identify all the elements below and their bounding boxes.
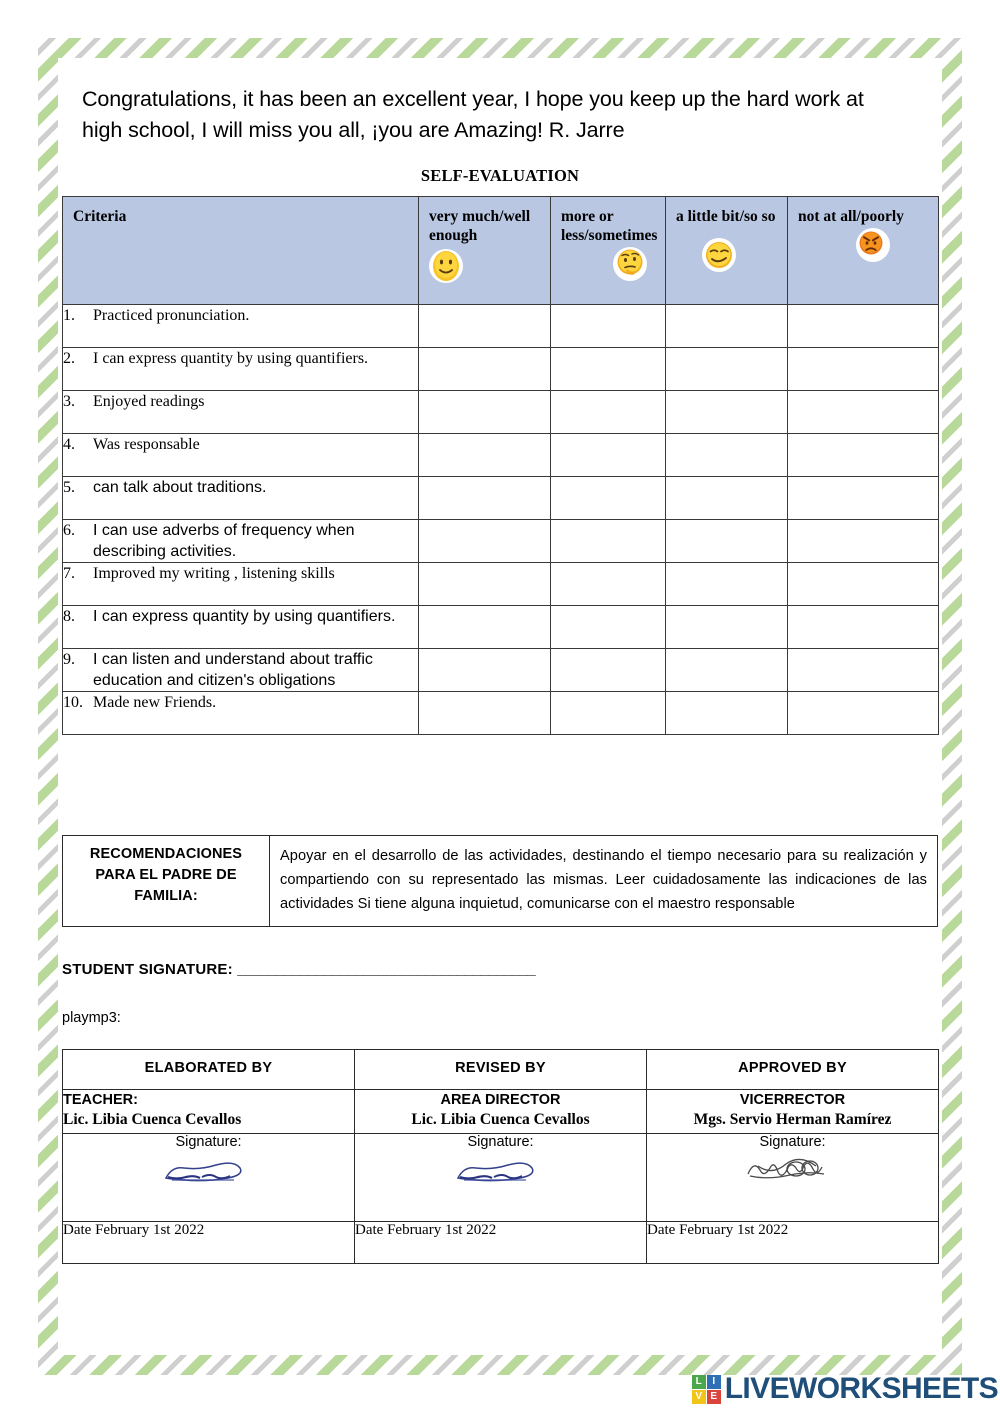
badge-letter-e: E (707, 1390, 721, 1404)
rating-cell-more-or-less[interactable] (551, 563, 666, 606)
badge-letter-v: V (692, 1390, 706, 1404)
signature-cell-area-director (355, 1134, 647, 1222)
table-row (63, 477, 939, 520)
column-header-criteria: Criteria (63, 197, 419, 305)
rating-cell-very-much[interactable] (419, 348, 551, 391)
rating-cell-a-little-bit[interactable] (666, 391, 788, 434)
criteria-cell (63, 305, 419, 348)
criteria-number: 7. (63, 565, 75, 582)
rating-cell-not-at-all[interactable] (788, 391, 939, 434)
badge-letter-i: I (707, 1375, 721, 1389)
criteria-cell (63, 520, 419, 563)
rating-cell-a-little-bit[interactable] (666, 606, 788, 649)
table-row (63, 606, 939, 649)
rating-cell-more-or-less[interactable] (551, 606, 666, 649)
criteria-text: I can listen and understand about traffic education and citizen's obligations (93, 651, 373, 689)
column-header-very-much (419, 197, 551, 305)
angry-face-emoji (856, 228, 890, 262)
criteria-text: I can use adverbs of frequency when describing activities. (93, 522, 355, 560)
column-header-label: a little bit/so so (676, 208, 776, 225)
liveworksheets-wordmark: LIVEWORKSHEETS (724, 1372, 998, 1405)
smirking-face-emoji (702, 238, 736, 272)
criteria-number: 3. (63, 393, 75, 410)
recommendations-label: RECOMENDACIONES PARA EL PADRE DE FAMILIA: (63, 836, 270, 927)
table-row (63, 692, 939, 735)
approvals-role-area-director (355, 1090, 647, 1134)
signature-label: Signature: (467, 1134, 534, 1150)
table-row (63, 305, 939, 348)
criteria-text: Enjoyed readings (93, 393, 205, 410)
thinking-face-emoji (613, 247, 647, 281)
rating-cell-more-or-less[interactable] (551, 477, 666, 520)
table-row (63, 348, 939, 391)
role-title: AREA DIRECTOR (440, 1092, 561, 1108)
rating-cell-a-little-bit[interactable] (666, 692, 788, 735)
rating-cell-more-or-less[interactable] (551, 391, 666, 434)
badge-letter-l: L (692, 1375, 706, 1389)
criteria-number: 8. (63, 608, 75, 625)
rating-cell-more-or-less[interactable] (551, 520, 666, 563)
smiling-face-emoji (429, 249, 463, 283)
rating-cell-not-at-all[interactable] (788, 477, 939, 520)
criteria-text: Improved my writing , listening skills (93, 565, 335, 582)
intro-message: Congratulations, it has been an excellent year, I hope you keep up the hard work at high school, I will miss you all, ¡you are Amazing! R. Jarre (82, 87, 864, 142)
rating-cell-a-little-bit[interactable] (666, 434, 788, 477)
rating-cell-more-or-less[interactable] (551, 692, 666, 735)
criteria-number: 6. (63, 522, 75, 539)
criteria-cell (63, 606, 419, 649)
rating-cell-more-or-less[interactable] (551, 649, 666, 692)
criteria-cell (63, 348, 419, 391)
role-person: Mgs. Servio Herman Ramírez (693, 1111, 892, 1128)
column-header-a-little-bit (666, 197, 788, 305)
worksheet-content (62, 62, 938, 1351)
criteria-text: I can express quantity by using quantifiers. (93, 608, 396, 625)
rating-cell-very-much[interactable] (419, 563, 551, 606)
vicerrector-signature-image (647, 1154, 938, 1189)
criteria-cell (63, 434, 419, 477)
playmp3-label: playmp3: (62, 1010, 121, 1026)
rating-cell-very-much[interactable] (419, 520, 551, 563)
rating-cell-not-at-all[interactable] (788, 348, 939, 391)
role-title: TEACHER: (63, 1092, 138, 1108)
criteria-cell (63, 391, 419, 434)
rating-cell-not-at-all[interactable] (788, 520, 939, 563)
signature-cell-teacher (63, 1134, 355, 1222)
criteria-text: I can express quantity by using quantifiers. (93, 350, 369, 367)
rating-cell-a-little-bit[interactable] (666, 477, 788, 520)
rating-cell-very-much[interactable] (419, 391, 551, 434)
criteria-number: 5. (63, 479, 75, 496)
rating-cell-not-at-all[interactable] (788, 649, 939, 692)
table-row (63, 1050, 939, 1090)
approvals-header-approved: APPROVED BY (647, 1050, 939, 1090)
column-header-label: more or less/sometimes (561, 208, 658, 244)
role-person: Lic. Libia Cuenca Cevallos (63, 1111, 242, 1128)
signature-label: Signature: (759, 1134, 826, 1150)
criteria-number: 10. (63, 694, 83, 711)
criteria-cell (63, 649, 419, 692)
criteria-text: can talk about traditions. (93, 479, 267, 496)
table-row (63, 1090, 939, 1134)
rating-cell-more-or-less[interactable] (551, 348, 666, 391)
recommendations-body: Apoyar en el desarrollo de las actividades, destinando el tiempo necesario para su realización y compartiendo con su representado las mismas. Leer cuidadosamente las indicaciones de las actividades Si tiene alguna inquietud, comunicarse con el maestro responsable (270, 836, 938, 927)
self-evaluation-table (62, 196, 939, 735)
table-row (63, 1222, 939, 1264)
blank-spacer (62, 735, 938, 835)
column-header-more-or-less (551, 197, 666, 305)
student-signature-label: STUDENT SIGNATURE: (62, 961, 233, 978)
role-person: Lic. Libia Cuenca Cevallos (411, 1111, 590, 1128)
table-row (63, 391, 939, 434)
column-header-not-at-all (788, 197, 939, 305)
column-header-label: not at all/poorly (798, 208, 904, 225)
signature-label: Signature: (175, 1134, 242, 1150)
approval-date-vicerrector: Date February 1st 2022 (647, 1222, 939, 1264)
rating-cell-a-little-bit[interactable] (666, 520, 788, 563)
criteria-rows (63, 305, 939, 735)
rating-cell-more-or-less[interactable] (551, 434, 666, 477)
rating-cell-very-much[interactable] (419, 649, 551, 692)
rating-cell-very-much[interactable] (419, 692, 551, 735)
approval-date-area-director: Date February 1st 2022 (355, 1222, 647, 1264)
approval-date-teacher: Date February 1st 2022 (63, 1222, 355, 1264)
rating-cell-not-at-all[interactable] (788, 434, 939, 477)
table-header-row (63, 197, 939, 305)
teacher-signature-image (63, 1156, 354, 1193)
rating-cell-very-much[interactable] (419, 477, 551, 520)
criteria-cell (63, 477, 419, 520)
rating-cell-very-much[interactable] (419, 305, 551, 348)
approvals-role-teacher (63, 1090, 355, 1134)
liveworksheets-logo (692, 1369, 998, 1409)
rating-cell-not-at-all[interactable] (788, 692, 939, 735)
rating-cell-not-at-all[interactable] (788, 305, 939, 348)
approvals-header-revised: REVISED BY (355, 1050, 647, 1090)
area-director-signature-image (355, 1156, 646, 1193)
column-header-label: very much/well enough (429, 208, 531, 244)
rating-cell-not-at-all[interactable] (788, 606, 939, 649)
recommendations-table (62, 835, 938, 927)
criteria-number: 4. (63, 436, 75, 453)
student-signature-line (62, 961, 938, 978)
criteria-text: Was responsable (93, 436, 200, 453)
table-row (63, 836, 938, 927)
rating-cell-not-at-all[interactable] (788, 563, 939, 606)
table-row (63, 563, 939, 606)
rating-cell-very-much[interactable] (419, 434, 551, 477)
criteria-number: 9. (63, 651, 75, 668)
table-row (63, 434, 939, 477)
table-row (63, 520, 939, 563)
approvals-role-vicerrector (647, 1090, 939, 1134)
approvals-table (62, 1049, 939, 1264)
criteria-cell (63, 692, 419, 735)
table-row (63, 649, 939, 692)
rating-cell-more-or-less[interactable] (551, 305, 666, 348)
signature-cell-vicerrector (647, 1134, 939, 1222)
criteria-text: Made new Friends. (93, 694, 217, 711)
rating-cell-a-little-bit[interactable] (666, 305, 788, 348)
rating-cell-very-much[interactable] (419, 606, 551, 649)
liveworksheets-badge-icon (692, 1375, 721, 1404)
criteria-number: 1. (63, 307, 75, 324)
rating-cell-a-little-bit[interactable] (666, 348, 788, 391)
approvals-header-elaborated: ELABORATED BY (63, 1050, 355, 1090)
criteria-text: Practiced pronunciation. (93, 307, 250, 324)
rating-cell-a-little-bit[interactable] (666, 649, 788, 692)
table-row (63, 1134, 939, 1222)
page-title: SELF-EVALUATION (420, 166, 580, 185)
rating-cell-a-little-bit[interactable] (666, 563, 788, 606)
student-signature-blank[interactable]: ______________________________________ (237, 961, 536, 978)
criteria-number: 2. (63, 350, 75, 367)
criteria-cell (63, 563, 419, 606)
role-title: VICERRECTOR (739, 1092, 846, 1108)
